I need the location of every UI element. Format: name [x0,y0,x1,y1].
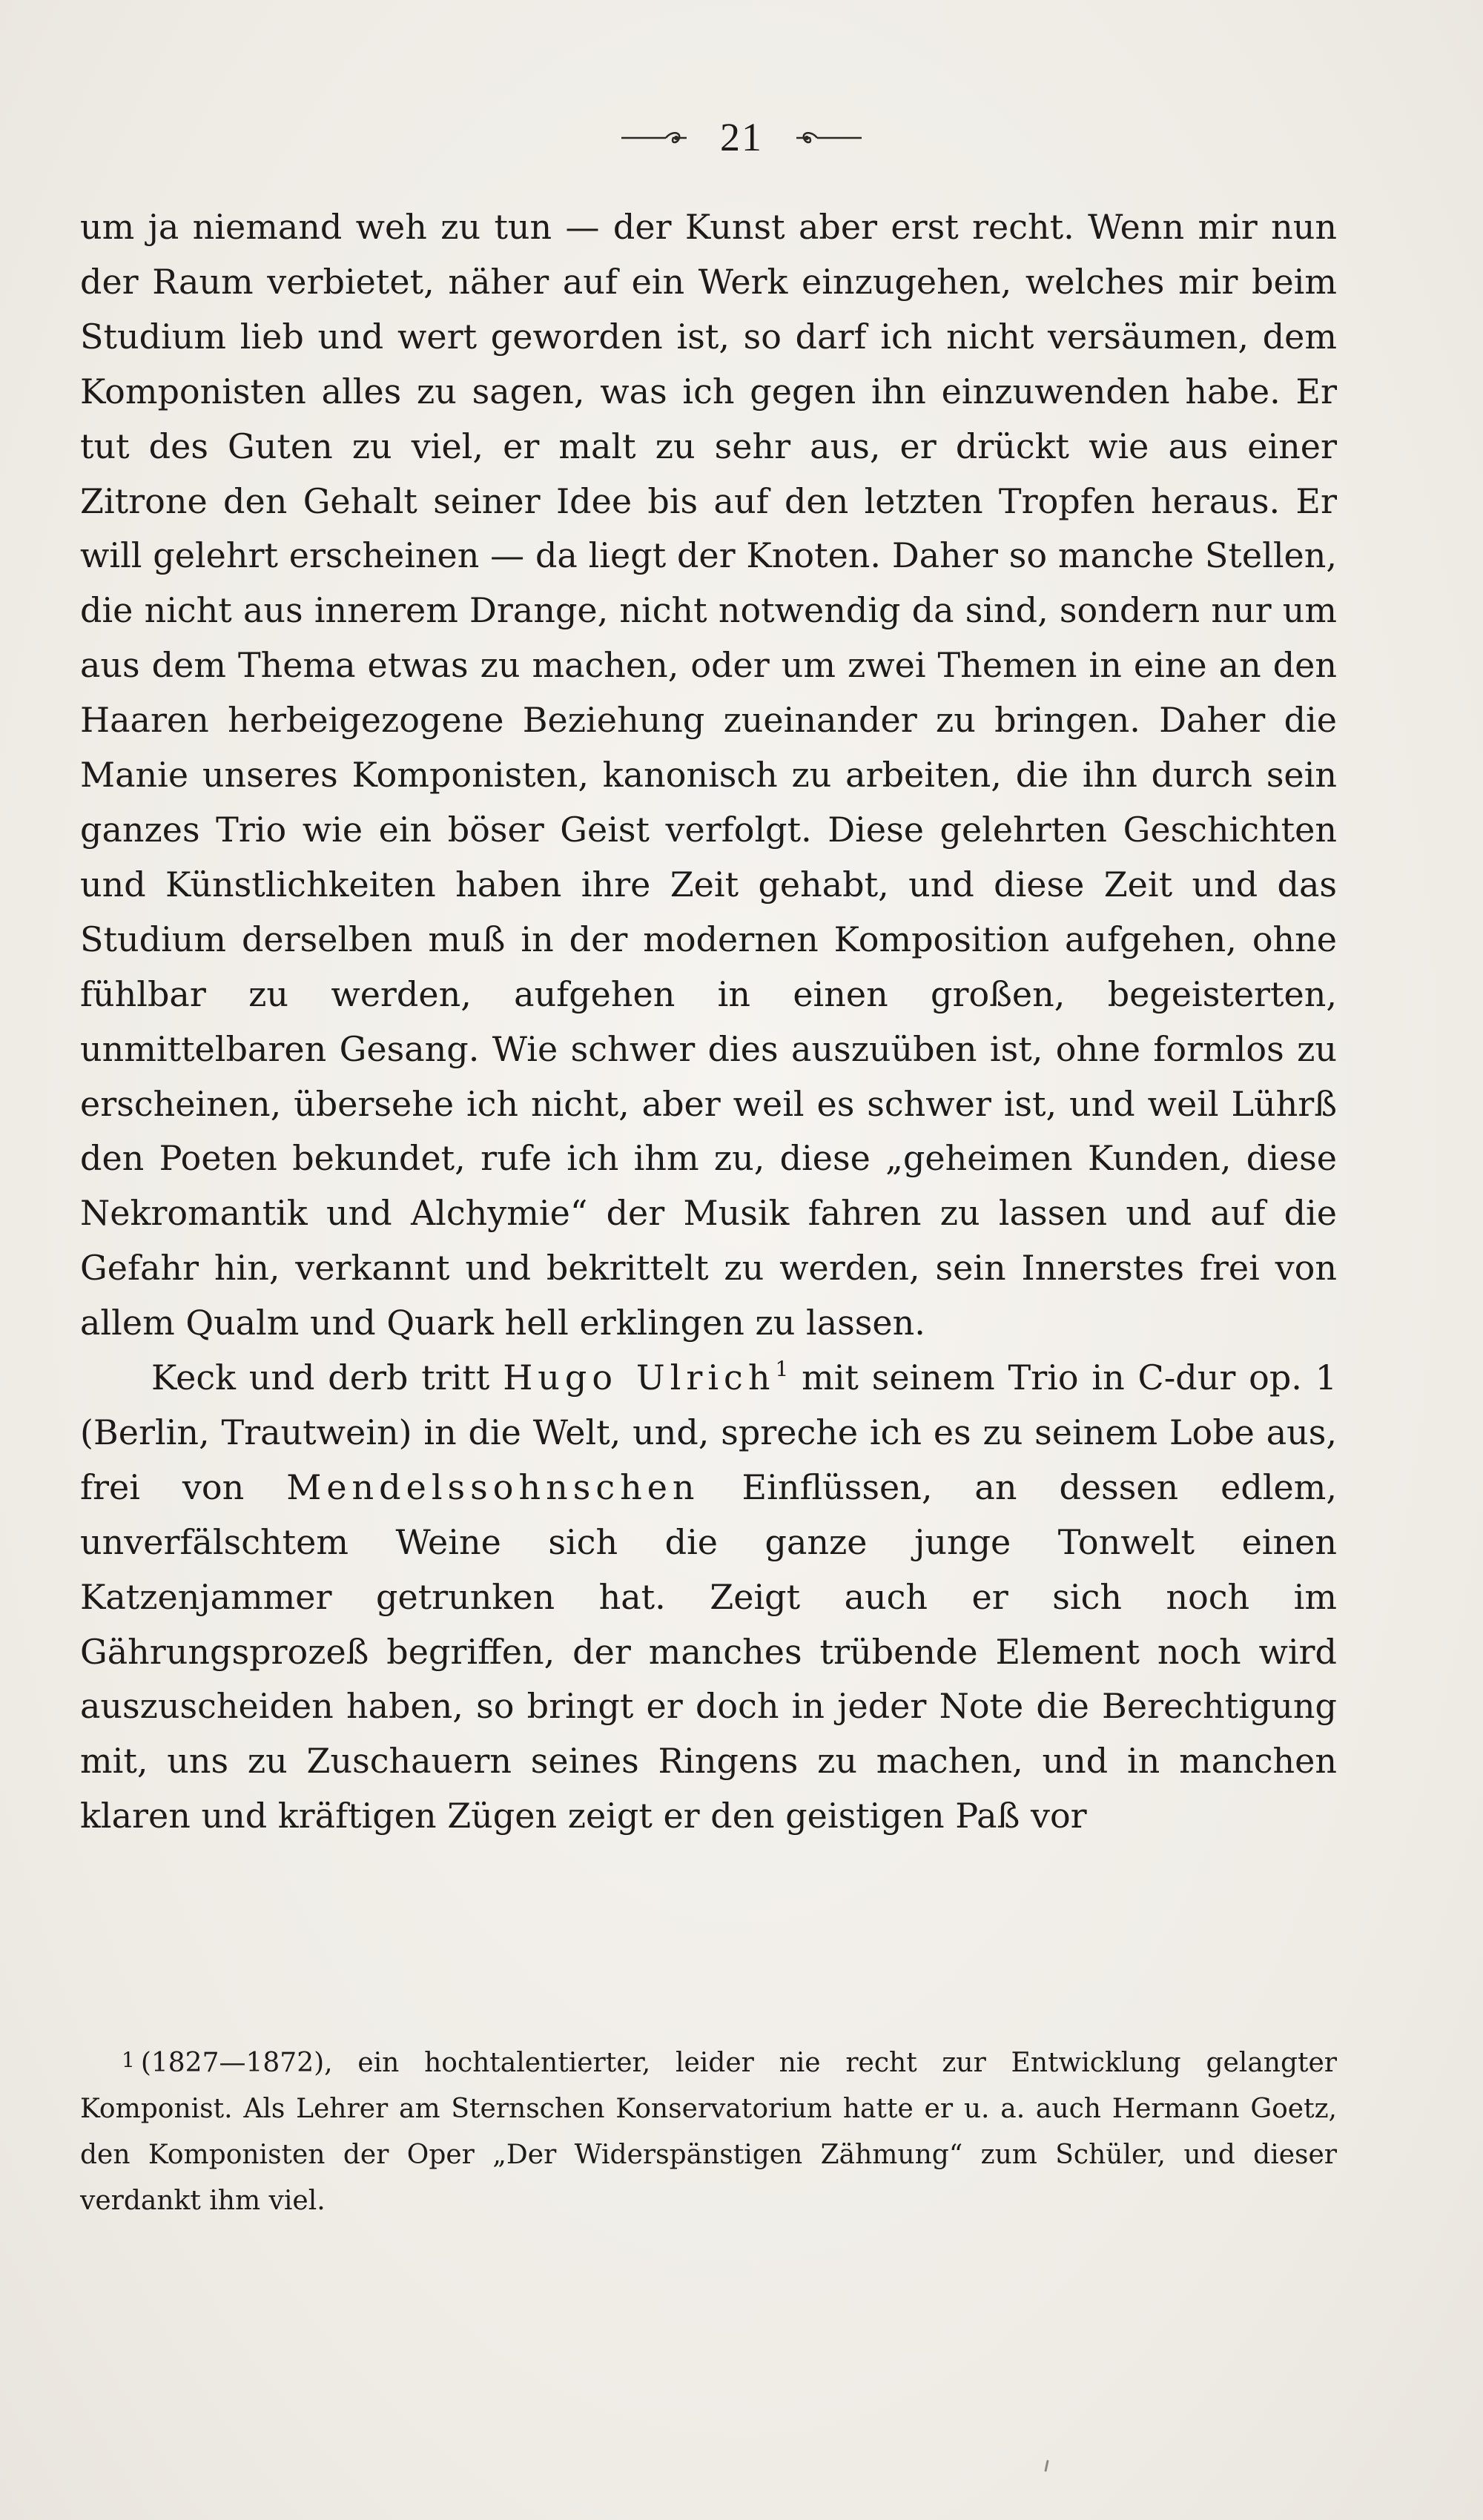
right-ornament-icon [793,126,863,148]
emphasized-word: Mendelssohnschen [286,1466,700,1507]
paragraph-2-rest: Einflüssen, an dessen edlem, unverfälschtem Weine sich die ganze junge Tonwelt einen Katzenjammer getrunken hat. Zeigt auch er sich noch im Gährungsprozeß begriffen, der manches trübende Element noch wird auszuscheiden haben, so bringt er doch in jeder Note die Berechtigung mit, uns zu Zuschauern seines Ringens zu machen, und in manchen klaren und kräftigen Zügen zeigt er den geistigen Paß vor [80,1466,1338,1836]
paragraph-1: um ja niemand weh zu tun — der Kunst aber erst recht. Wenn mir nun der Raum verbietet, näher auf ein Werk einzugehen, welches mir beim Studium lieb und wert geworden ist, so darf ich nicht versäumen, dem Komponisten alles zu sagen, was ich gegen ihn einzuwenden habe. Er tut des Guten zu viel, er malt zu sehr aus, er drückt wie aus einer Zitrone den Gehalt seiner Idee bis auf den letzten Tropfen heraus. Er will gelehrt erscheinen — da liegt der Knoten. Daher so manche Stellen, die nicht aus innerem Drange, nicht notwendig da sind, sondern nur um aus dem Thema etwas zu machen, oder um zwei Themen in eine an den Haaren herbeigezogene Beziehung zueinander zu bringen. Daher die Manie unseres Komponisten, kanonisch zu arbeiten, die ihn durch sein ganzes Trio wie ein böser Geist verfolgt. Diese gelehrten Geschichten und Künstlichkeiten haben ihre Zeit gehabt, und diese Zeit und das Studium derselben muß in der modernen Komposition aufgehen, ohne fühlbar zu werden, aufgehen in einen großen, begeisterten, unmittelbaren Gesang. Wie schwer dies auszuüben ist, ohne formlos zu erscheinen, übersehe ich nicht, aber weil es schwer ist, und weil Lührß den Poeten bekundet, rufe ich ihm zu, diese „geheimen Kunden, diese Nekromantik und Alchymie“ der Musik fahren zu lassen und auf die Gefahr hin, verkannt und bekrittelt zu werden, sein Innerstes frei von allem Qualm und Quark hell erklingen zu lassen. [80,207,1337,1343]
page-number: 21 [720,115,763,159]
left-ornament-icon [620,126,690,148]
footnote-area [80,2037,1337,2224]
footnote-1 [80,2037,1337,2224]
paper-speck [1044,2460,1048,2472]
footnote-reference: 1 [775,1357,789,1382]
footnote-number: 1 [122,2048,135,2072]
composer-name: Hugo Ulrich [503,1357,776,1398]
page-header [0,111,1483,163]
paragraph-2-intro: Keck und derb tritt [151,1357,490,1398]
paragraph-2 [80,1351,1337,1844]
paragraph-2-after-name: mit seinem Trio in C-dur op. 1 (Berlin, Trautwein) in die Welt, und, spreche ich es zu seinem Lobe aus, frei von [80,1357,1337,1507]
footnote-text: (1827—1872), ein hochtalentierter, leider nie recht zur Entwicklung gelangter Komponist. Als Lehrer am Sternschen Konservatorium hatte er u. a. auch Hermann Goetz, den Komponisten der Oper „Der Widerspänstigen Zähmung“ zum Schüler, und dieser verdankt ihm viel. [80,2048,1337,2216]
main-text [80,200,1337,1844]
